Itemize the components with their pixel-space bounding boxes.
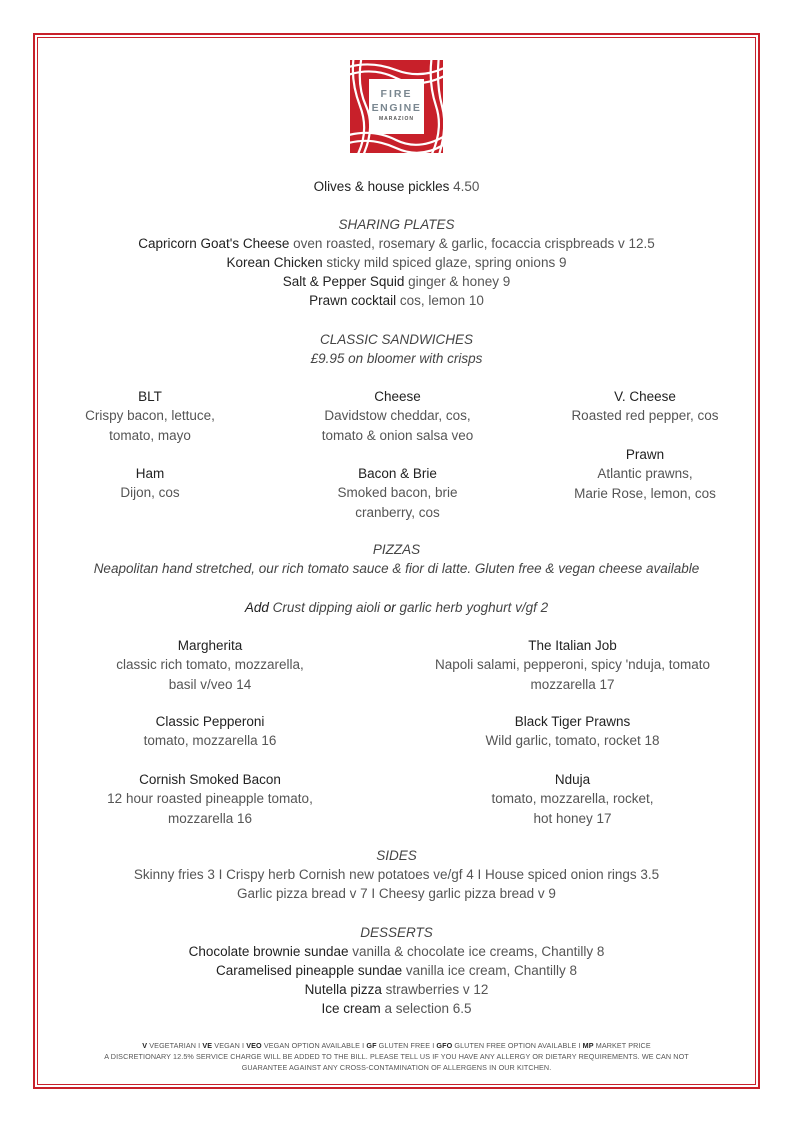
sandwich-desc: Marie Rose, lemon, cos: [574, 485, 716, 501]
sharing-item-desc: oven roasted, rosemary & garlic, focaccia crispbreads v 12.5: [293, 236, 655, 251]
pizzas-intro: Neapolitan hand stretched, our rich tomato sauce & fior di latte. Gluten free & vegan cheese available: [93, 561, 700, 576]
dessert-item: [40, 999, 753, 1018]
service-note: GUARANTEE AGAINST ANY CROSS-CONTAMINATION OF ALLERGENS IN OUR KITCHEN.: [241, 1063, 552, 1072]
pizza-desc: mozzarella 17: [530, 676, 615, 692]
key-code: GFO: [436, 1041, 453, 1050]
pizza-desc: tomato, mozzarella 16: [143, 733, 277, 749]
key-text: VEGAN I: [214, 1041, 245, 1050]
sharing-item-desc: sticky mild spiced glaze, spring onions 9: [326, 255, 567, 270]
key-text: GLUTEN FREE I: [378, 1041, 435, 1050]
sharing-item-name: Salt & Pepper Squid: [282, 274, 405, 289]
key-code: VEO: [246, 1041, 262, 1050]
fire-engine-logo: [350, 60, 443, 153]
pizza-item: [80, 636, 340, 694]
sandwich-item: [550, 387, 740, 426]
sandwich-item: [290, 387, 505, 445]
sandwiches-subheading: £9.95 on bloomer with crisps: [310, 351, 483, 366]
logo-line1: FIRE: [380, 88, 413, 100]
dessert-desc: vanilla & chocolate ice creams, Chantilly 8: [352, 944, 605, 959]
desserts-heading: DESSERTS: [360, 925, 433, 940]
sandwich-desc: tomato & onion salsa veo: [321, 427, 474, 443]
dessert-desc: strawberries v 12: [385, 982, 489, 997]
sandwich-item: [290, 464, 505, 522]
dessert-item: [40, 942, 753, 961]
key-code: GF: [366, 1041, 377, 1050]
key-code: MP: [582, 1041, 594, 1050]
addon-option: Crust dipping aioli: [272, 600, 380, 615]
pizza-item: [425, 770, 720, 828]
sandwich-desc: Roasted red pepper, cos: [571, 408, 719, 424]
dessert-name: Caramelised pineapple sundae: [216, 963, 403, 978]
sandwich-desc: tomato, mayo: [109, 427, 191, 443]
pizza-item: [425, 636, 720, 694]
sandwich-name: Bacon & Brie: [358, 466, 437, 481]
pizzas-heading: PIZZAS: [372, 542, 421, 557]
sandwich-desc: Smoked bacon, brie: [337, 485, 458, 501]
key-text: VEGETARIAN I: [149, 1041, 201, 1050]
pizza-desc: hot honey 17: [533, 810, 612, 826]
dessert-desc: vanilla ice cream, Chantilly 8: [405, 963, 577, 978]
sandwich-name: Ham: [135, 466, 165, 481]
logo-line2: ENGINE: [371, 102, 422, 114]
sandwich-desc: Dijon, cos: [120, 485, 180, 501]
sides-line: Skinny fries 3 I Crispy herb Cornish new potatoes ve/gf 4 I House spiced onion rings 3.5: [133, 867, 660, 882]
sides-line: Garlic pizza bread v 7 I Cheesy garlic pizza bread v 9: [237, 886, 556, 901]
sharing-item-desc: ginger & honey 9: [408, 274, 511, 289]
dessert-item: [40, 980, 753, 999]
sandwich-desc: Crispy bacon, lettuce,: [85, 408, 215, 424]
service-note: A DISCRETIONARY 12.5% SERVICE CHARGE WILL BE ADDED TO THE BILL. PLEASE TELL US IF YOU HAVE ANY ALLERGY OR DIETARY REQUIREMENTS. WE CAN NOT: [104, 1052, 689, 1061]
sharing-item-name: Prawn cocktail: [309, 293, 397, 308]
dessert-name: Nutella pizza: [304, 982, 382, 997]
sandwich-item: [550, 445, 740, 503]
pizza-name: Nduja: [554, 772, 591, 787]
sandwich-name: Cheese: [374, 389, 421, 404]
pizza-desc: Napoli salami, pepperoni, spicy 'nduja, tomato: [435, 657, 710, 673]
key-text: MARKET PRICE: [595, 1041, 651, 1050]
dessert-name: Chocolate brownie sundae: [188, 944, 349, 959]
pizza-item: [80, 770, 340, 828]
pizza-desc: mozzarella 16: [167, 810, 253, 826]
sandwich-item: [60, 464, 240, 503]
pizza-desc: Wild garlic, tomato, rocket 18: [485, 733, 660, 749]
dessert-name: Ice cream: [321, 1001, 381, 1016]
pizza-name: The Italian Job: [528, 638, 617, 653]
pizza-item: [425, 712, 720, 751]
sandwich-desc: Davidstow cheddar, cos,: [324, 408, 471, 424]
sharing-item: [40, 234, 753, 253]
sandwich-desc: Atlantic prawns,: [597, 466, 693, 482]
sharing-item-desc: cos, lemon 10: [399, 293, 484, 308]
sharing-heading: SHARING PLATES: [338, 217, 455, 232]
key-code: VE: [202, 1041, 213, 1050]
starter-price: 4.50: [453, 179, 480, 194]
pizza-desc: tomato, mozzarella, rocket,: [491, 791, 654, 807]
dessert-item: [40, 961, 753, 980]
addon-option: garlic herb yoghurt v/gf 2: [399, 600, 549, 615]
sandwiches-heading: CLASSIC SANDWICHES: [319, 332, 474, 347]
logo-location: MARAZION: [379, 116, 414, 122]
sharing-item: [40, 253, 753, 272]
dietary-key: [40, 1040, 753, 1051]
key-code: V: [142, 1041, 148, 1050]
pizza-desc: basil v/veo 14: [168, 676, 252, 692]
dessert-desc: a selection 6.5: [384, 1001, 472, 1016]
sharing-item: [40, 291, 753, 310]
pizzas-addon: [40, 598, 753, 617]
starter-name: Olives & house pickles: [313, 179, 450, 194]
pizza-item: [80, 712, 340, 751]
sharing-item-name: Korean Chicken: [226, 255, 323, 270]
pizza-name: Margherita: [177, 638, 243, 653]
sides-heading: SIDES: [376, 848, 417, 863]
sharing-item-name: Capricorn Goat's Cheese: [138, 236, 290, 251]
pizza-name: Black Tiger Prawns: [514, 714, 631, 729]
key-text: VEGAN OPTION AVAILABLE I: [263, 1041, 365, 1050]
key-text: GLUTEN FREE OPTION AVAILABLE I: [454, 1041, 581, 1050]
sandwich-desc: cranberry, cos: [355, 504, 440, 520]
sandwich-name: V. Cheese: [614, 389, 676, 404]
addon-label: Add: [244, 600, 269, 615]
starter-line: [40, 177, 753, 196]
pizza-name: Cornish Smoked Bacon: [139, 772, 281, 787]
pizza-name: Classic Pepperoni: [155, 714, 265, 729]
sandwich-name: BLT: [138, 389, 162, 404]
pizza-desc: classic rich tomato, mozzarella,: [116, 657, 304, 673]
sharing-item: [40, 272, 753, 291]
sandwich-item: [60, 387, 240, 445]
sandwich-name: Prawn: [625, 447, 665, 462]
addon-or: or: [383, 600, 396, 615]
pizza-desc: 12 hour roasted pineapple tomato,: [107, 791, 313, 807]
